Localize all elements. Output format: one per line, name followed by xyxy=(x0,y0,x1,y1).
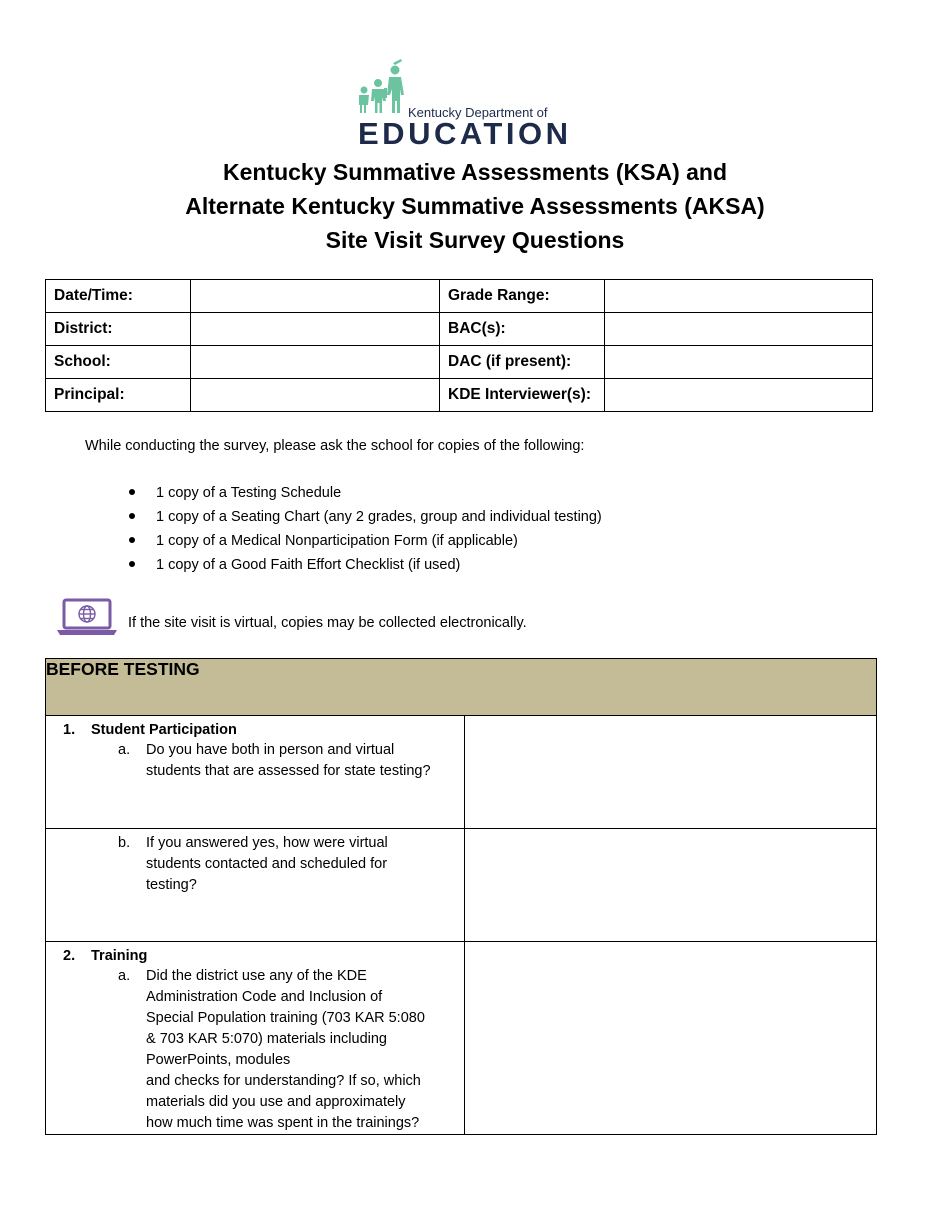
question-number: 2. xyxy=(63,948,76,964)
list-item: 1 copy of a Medical Nonparticipation Form (if applicable) xyxy=(128,531,602,555)
list-item: 1 copy of a Testing Schedule xyxy=(128,483,602,507)
laptop-globe-icon xyxy=(56,597,118,642)
question-1a-cell xyxy=(46,716,465,829)
grade-range-field[interactable] xyxy=(605,280,873,313)
question-1b-cell xyxy=(46,829,465,942)
date-time-label: Date/Time: xyxy=(46,280,191,313)
logo-subtitle: Kentucky Department of xyxy=(408,105,548,120)
document-title xyxy=(0,155,950,257)
intro-text: While conducting the survey, please ask the school for copies of the following: xyxy=(85,438,585,454)
principal-label: Principal: xyxy=(46,379,191,412)
bac-label: BAC(s): xyxy=(440,313,605,346)
dac-field[interactable] xyxy=(605,346,873,379)
table-row xyxy=(46,942,877,1135)
sub-question-letter: a. xyxy=(118,968,131,984)
table-row xyxy=(46,829,877,942)
district-field[interactable] xyxy=(191,313,440,346)
principal-field[interactable] xyxy=(191,379,440,412)
title-line-2: Alternate Kentucky Summative Assessments (AKSA) xyxy=(185,193,765,219)
question-text-line: and checks for understanding? If so, which xyxy=(146,1073,421,1089)
grade-range-label: Grade Range: xyxy=(440,280,605,313)
title-line-3: Site Visit Survey Questions xyxy=(325,227,625,253)
school-field[interactable] xyxy=(191,346,440,379)
question-text-line: how much time was spent in the trainings? xyxy=(146,1115,420,1131)
answer-field-1b[interactable] xyxy=(465,829,877,942)
question-title xyxy=(46,716,464,740)
logo-main-text: EDUCATION xyxy=(358,116,572,151)
kde-interviewers-label: KDE Interviewer(s): xyxy=(440,379,605,412)
date-time-field[interactable] xyxy=(191,280,440,313)
section-header: BEFORE TESTING xyxy=(46,659,877,716)
table-row xyxy=(46,346,873,379)
question-text-line: Do you have both in person and virtual xyxy=(146,742,395,758)
bac-field[interactable] xyxy=(605,313,873,346)
question-text-line: Special Population training (703 KAR 5:080 xyxy=(146,1010,425,1026)
question-2a-cell xyxy=(46,942,465,1135)
kde-interviewers-field[interactable] xyxy=(605,379,873,412)
table-row xyxy=(46,280,873,313)
district-label: District: xyxy=(46,313,191,346)
question-text-line: & 703 KAR 5:070) materials including xyxy=(146,1031,387,1047)
question-title-text: Training xyxy=(91,948,148,964)
question-text-line: Administration Code and Inclusion of xyxy=(146,989,383,1005)
sub-question xyxy=(46,966,464,1134)
sub-question-letter: a. xyxy=(118,742,131,758)
table-row xyxy=(46,659,877,716)
children-figures-icon xyxy=(356,58,416,116)
question-text-line: testing? xyxy=(146,877,197,893)
copies-list xyxy=(128,483,602,579)
question-text-line: students contacted and scheduled for xyxy=(146,856,388,872)
kde-logo xyxy=(356,58,576,150)
question-text-line: If you answered yes, how were virtual xyxy=(146,835,388,851)
sub-question xyxy=(46,829,464,896)
question-text-line: PowerPoints, modules xyxy=(146,1052,291,1068)
title-line-1: Kentucky Summative Assessments (KSA) and xyxy=(222,159,728,185)
question-text-line: students that are assessed for state testing? xyxy=(146,763,431,779)
list-item: 1 copy of a Seating Chart (any 2 grades, group and individual testing) xyxy=(128,507,602,531)
table-row xyxy=(46,379,873,412)
table-row xyxy=(46,716,877,829)
site-info-table xyxy=(45,279,873,412)
question-title xyxy=(46,942,464,966)
table-row xyxy=(46,313,873,346)
virtual-note: If the site visit is virtual, copies may be collected electronically. xyxy=(128,615,527,631)
question-title-text: Student Participation xyxy=(91,722,237,738)
school-label: School: xyxy=(46,346,191,379)
question-number: 1. xyxy=(63,722,76,738)
answer-field-2a[interactable] xyxy=(465,942,877,1135)
sub-question-letter: b. xyxy=(118,835,131,851)
question-text-line: Did the district use any of the KDE xyxy=(146,968,367,984)
sub-question xyxy=(46,740,464,782)
list-item: 1 copy of a Good Faith Effort Checklist (if used) xyxy=(128,555,602,579)
question-text-line: materials did you use and approximately xyxy=(146,1094,406,1110)
answer-field-1a[interactable] xyxy=(465,716,877,829)
survey-table xyxy=(45,658,877,1135)
dac-label: DAC (if present): xyxy=(440,346,605,379)
